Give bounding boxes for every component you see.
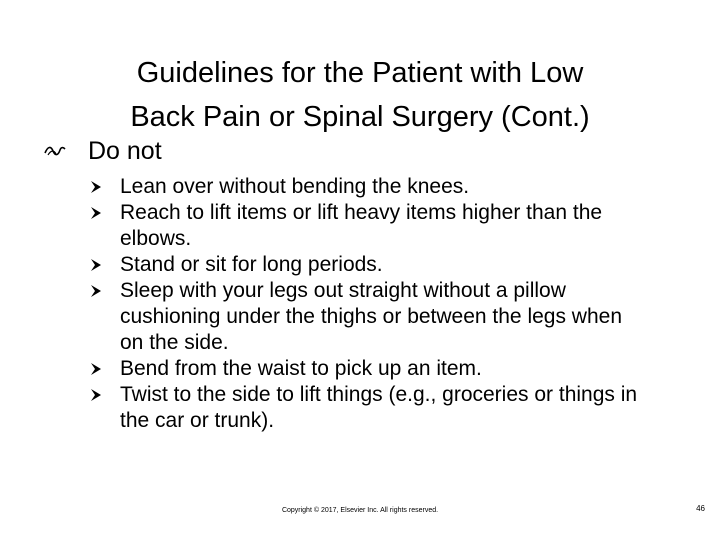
level1-bullet <box>60 133 680 169</box>
list-item <box>91 174 651 200</box>
arrowhead-bullet-icon <box>91 207 101 219</box>
list-item-text: Bend from the waist to pick up an item. <box>120 357 482 380</box>
list-item-text: Sleep with your legs out straight without a pillow cushioning under the thighs or between the legs when on the side. <box>120 279 623 354</box>
slide-title <box>40 51 680 139</box>
title-line-1: Guidelines for the Patient with Low <box>136 57 584 90</box>
list-item <box>91 356 651 382</box>
footer-copyright: Copyright © 2017, Elsevier Inc. All rights reserved. <box>281 507 439 514</box>
arrowhead-bullet-icon <box>91 285 101 297</box>
list-item-text: Twist to the side to lift things (e.g., groceries or things in the car or trunk). <box>120 383 638 432</box>
do-not-list <box>91 174 651 434</box>
list-item <box>91 382 651 434</box>
list-item <box>91 278 651 356</box>
list-item-text: Stand or sit for long periods. <box>120 253 383 276</box>
arrowhead-bullet-icon <box>91 389 101 401</box>
arrowhead-bullet-icon <box>91 259 101 271</box>
list-item <box>91 200 651 252</box>
fancy-dash-icon <box>44 144 66 158</box>
arrowhead-bullet-icon <box>91 181 101 193</box>
title-line-2: Back Pain or Spinal Surgery (Cont.) <box>130 101 590 134</box>
arrowhead-bullet-icon <box>91 363 101 375</box>
list-item-text: Lean over without bending the knees. <box>120 175 470 198</box>
list-item-text: Reach to lift items or lift heavy items higher than the elbows. <box>120 201 603 250</box>
page-number: 46 <box>696 504 705 513</box>
level1-text: Do not <box>88 137 162 165</box>
list-item <box>91 252 651 278</box>
level1-row <box>60 133 680 169</box>
